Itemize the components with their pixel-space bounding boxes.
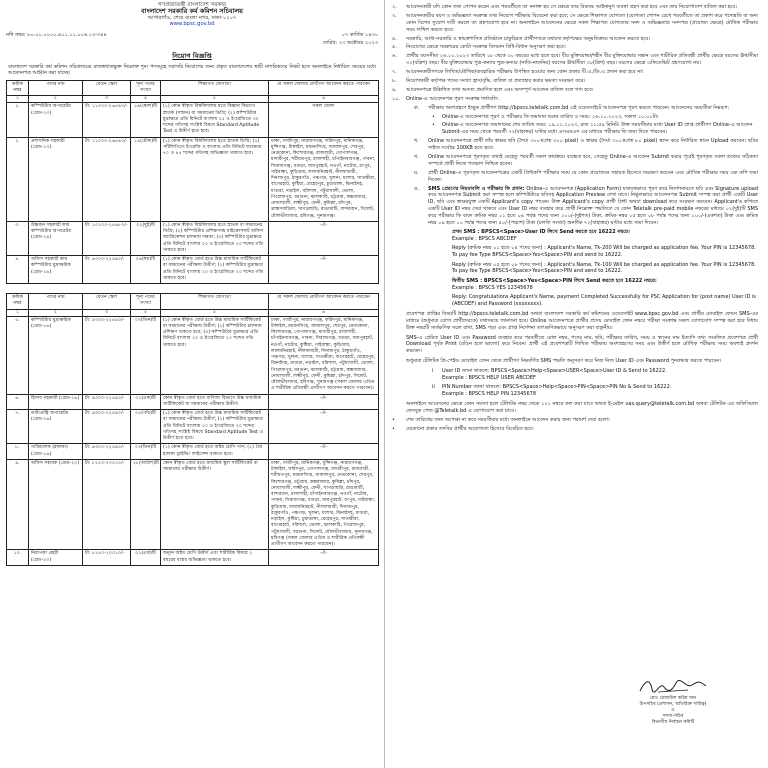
col-num: ৪	[131, 96, 161, 103]
row-scale: টা: ৯৩০০-২২৪৯০/-	[83, 394, 131, 410]
col-serial: ক্রমিক নম্বর	[7, 294, 29, 310]
date-gregorian: ২৩ অক্টোবর ২০২৩	[338, 39, 378, 46]
row-count: ০৩(তিন)টি	[131, 444, 161, 460]
col-post: পদের নাম	[29, 294, 83, 310]
row-districts: -ঐ-	[269, 394, 379, 410]
sms-block	[452, 229, 758, 243]
col-num: ২	[29, 309, 83, 316]
row-post: হিসাব সহকারী (গ্রেড-১৬)	[29, 394, 83, 410]
bullet-text: Online-এ আবেদনপত্র জমাদানের শেষ তারিখ সময়: ১৯.১১.২০২৩, রাত ১১:৫৯ মিনিট। উক্ত সময়সীমার মধ্যে User ID প্রাপ্ত প্রার্থীগণ Online-এ আবেদন Submit-এর সময় থেকে পরবর্তী ৭২(বাহাত্তর) ঘণ্টার মধ্যে এসএমএস এর মাধ্যমে পরীক্ষার ফি জমা দিতে পারবেন।	[442, 122, 753, 136]
table-row	[7, 137, 379, 221]
row-count: ০১(এক)টি	[131, 550, 161, 566]
table-header-row	[7, 80, 379, 96]
sub-number: ঙ.	[414, 185, 420, 192]
list-item	[392, 96, 758, 103]
row-scale: টা: ৯৩০০-২২৪৯০/-	[83, 410, 131, 444]
row-post: কম্পিউটার অপারেটর (গ্রেড-১৩)	[29, 103, 83, 137]
row-qualification: (১) কোন স্বীকৃত বোর্ড হতে উচ্চ মাধ্যমিক সার্টিফিকেট বা সমমানের পরীক্ষায় উত্তীর্ণ; (২) কম্পিউটার মুদ্রাক্ষরে প্রতি মিনিটে বাংলায় ২০ ও ইংরেজিতে ২০ শব্দের গতি থাকতে হবে।	[161, 256, 269, 284]
row-districts: ঢাকা, গাজীপুর, নারায়ণগঞ্জ, ফরিদপুর, মানিকগঞ্জ, টাঙ্গাইল, ময়মনসিংহ, জামালপুর, শেরপুর, নেত্রকোনা, কিশোরগঞ্জ, গোপালগঞ্জ, মাদারীপুর, রাজশাহী, চাঁপাইনবাবগঞ্জ, পাবনা, সিরাজগঞ্জ, বগুড়া, জয়পুরহাট, নওগাঁ, নাটোর, কুষ্টিয়া, গাইবান্ধা, কুড়িগ্রাম, লালমনিরহাট, নীলফামারী, দিনাজপুর, ঠাকুরগাঁও, পঞ্চগড়, খুলনা, যশোর, সাতক্ষীরা, বাগেরহাট, মেহেরপুর, ঝিনাইদহ, মাগুরা, নড়াইল, বরিশাল, পটুয়াখালী, ভোলা, পিরোজপুর, বরগুনা, ঝালকাঠি, চট্টগ্রাম, কক্সবাজার, নোয়াখালী, লক্ষ্মীপুর, ফেনী, কুমিল্লা, চাঁদপুর, সিলেট, মৌলভীবাজার, হবিগঞ্জ, সুনামগঞ্জ (সকল জেলার এতিম ও শারীরিক প্রতিবন্ধী প্রার্থীগণ আবেদন করতে পারবেন)।	[269, 316, 379, 394]
table-row	[7, 221, 379, 255]
sub-number: ক.	[414, 104, 420, 111]
sms-first-example: Example : BPSCS ABCDEF	[452, 235, 517, 242]
col-districts: যে সকল জেলার প্রার্থীগণ আবেদন করতে পারবেন	[269, 80, 379, 96]
row-post: গাড়িচালক (হালকা) (গ্রেড-১৬)	[29, 444, 83, 460]
item-number: ৪.	[392, 35, 397, 42]
sub-number: ঘ.	[414, 169, 419, 176]
table-row	[7, 459, 379, 550]
signatory-committee: বিভাগীয় নির্বাচন কমিটি	[651, 720, 695, 726]
column-number-row	[7, 309, 379, 316]
row-serial: ৮.	[7, 444, 29, 460]
roman-i: i	[432, 368, 434, 375]
item-number: ২.	[392, 4, 397, 10]
row-scale: টা: ৯৩০০-২২৪৯০/-	[83, 256, 131, 284]
terms-section	[384, 0, 768, 433]
list-item	[392, 53, 758, 67]
col-count: শূন্য পদের সংখ্যা	[131, 80, 161, 96]
row-qualification: (১) কোন স্বীকৃত বিশ্ববিদ্যালয় হতে বিজ্ঞান বিভাগে স্নাতক (সম্মান) বা সমমানের ডিগ্রি; (২) কম্পিউটার মুদ্রাক্ষরে প্রতি মিনিটে বাংলায় ২৫ ও ইংরেজিতে ৩০ শব্দের গতিসহ সংশ্লিষ্ট বিষয়ে Standard Aptitude Test এ উত্তীর্ণ হতে হবে।	[161, 103, 269, 137]
date-label: তারিখ:	[323, 39, 338, 46]
col-qualification: শিক্ষাগত যোগ্যতা	[161, 80, 269, 96]
signatory-designation: উপসচিব (প্রশাসন, অতিরিক্ত দায়িত্ব)	[639, 702, 707, 708]
sub-number: খ.	[414, 138, 419, 145]
notice-intro: বাংলাদেশ সরকারি কর্ম কমিশন সচিবালয়ের রাজস্বখাতভুক্ত নিম্নোক্ত শূন্য পদসমূহে সরাসরি নিয়োগের জন্য প্রকৃত বাংলাদেশের স্থায়ী নাগরিকদের নিকট হতে অনলাইনে নির্ধারিত সময়ের মধ্যে আবেদনপত্র আহ্বান করা যাচ্ছে।	[8, 63, 376, 77]
table-header-row	[7, 294, 379, 310]
sms-reply-1: Reply (ক্রমিক নম্বর ০১ হতে ০৪ পদের জন্য) : Applicant's Name, Tk-200 Will be charged as application fee. Your PIN is 12345678. To pay fee Type BPSCS<Space>Yes<Space>PIN and send to 16222.	[452, 244, 756, 258]
roman-ii: ii	[432, 383, 435, 390]
col-num: ৫	[161, 96, 269, 103]
list-item	[392, 44, 758, 51]
recovery-item	[432, 384, 758, 398]
download-paragraph: SMS-এ প্রেরিত User ID এবং Password ব্যবহার করে পরবর্তীতে রোল নম্বর, পদের নাম, ছবি, পরীক্ষার তারিখ, সময় ও স্থানের নাম ইত্যাদি তথ্য সংবলিত প্রবেশপত্র প্রার্থী Download পূর্বক Print (রঙিন হলে ভালো) করে নিবেন। প্রার্থী এই প্রবেশপত্রটি লিখিত পরীক্ষায় অংশগ্রহণের সময় এবং উত্তীর্ণ হলে মৌখিক পরীক্ষার সময় অবশ্যই প্রদর্শন করবেন।	[406, 334, 758, 355]
row-serial: ১০.	[7, 550, 29, 566]
row-post: উচ্চমান সহকারী কাম কম্পিউটার অপারেটর (গ্রেড-১৪)	[29, 221, 83, 255]
col-count: শূন্য পদের সংখ্যা	[131, 294, 161, 310]
row-post: ডাটাএন্ট্রি অপারেটর (গ্রেড-১৬)	[29, 410, 83, 444]
row-count: ০৬(ছয়)টি	[131, 256, 161, 284]
item-text: আবেদনপত্রে উল্লিখিত তথ্য অসত্য প্রমাণিত হলে এবং অসম্পূর্ণ আবেদন বাতিল বলে গণ্য হবে।	[406, 86, 594, 93]
row-post: অফিস সহকারী কাম কম্পিউটার মুদ্রাক্ষরিক (গ্রেড-১৬)	[29, 256, 83, 284]
row-qualification: কোন স্বীকৃত বোর্ড হতে বাণিজ্য বিভাগে উচ্চ মাধ্যমিক সার্টিফিকেট বা সমমানের পরীক্ষায় উত্তীর্ণ।	[161, 394, 269, 410]
bullet-icon: •	[432, 122, 435, 129]
recovery-userid: User ID জানা থাকলে: BPSCS<Space>Help<Space>USER<Space>User ID & Send to 16222.	[442, 368, 667, 375]
sub-item	[414, 154, 758, 168]
row-districts: -ঐ-	[269, 550, 379, 566]
row-count: ০৩(তিন)টি	[131, 316, 161, 394]
row-scale: টা: ৮২৫০-২০০১০/-	[83, 550, 131, 566]
row-qualification: (১) কোন স্বীকৃত বোর্ড হতে উচ্চ মাধ্যমিক সার্টিফিকেট বা সমমানের পরীক্ষায় উত্তীর্ণ; (২) কম্পিউটার চালনায় প্রশিক্ষণ থাকতে হবে; (৩) কম্পিউটার মুদ্রাক্ষরে প্রতি মিনিটে বাংলায় ২০ ও ইংরেজিতে ২০ শব্দের গতি থাকতে হবে।	[161, 316, 269, 394]
row-serial: ৭.	[7, 410, 29, 444]
sms-section-title: SMS প্রেরণের নিয়মাবলি ও পরীক্ষার ফি প্রদান:	[428, 185, 525, 192]
row-districts: -ঐ-	[269, 410, 379, 444]
row-count: ০২(দুই)টি	[131, 221, 161, 255]
sms-reply-3: Reply: Congratulations Applicant's Name, payment Completed Successfully for PSC Application for (post name) User ID is (ABCDEF) and Password (xxxxxxxx).	[452, 294, 756, 307]
item-number: ৩.	[392, 12, 397, 19]
col-serial: ক্রমিক নম্বর	[7, 80, 29, 96]
item-text: যেকোনো প্রকার তদবির প্রার্থীর অযোগ্যতা হিসেবে বিবেচিত হবে।	[406, 426, 534, 433]
signatory-role: সদস্য-সচিব	[662, 714, 684, 720]
row-scale: টা: ৯৩০০-২২৪৯০/-	[83, 316, 131, 394]
item-text: Online-এ আবেদনপত্র পূরণ সংক্রান্ত শর্তাবলি:	[406, 95, 499, 102]
col-num: ৫	[161, 309, 269, 316]
item-text: আবেদনকারী যদি কোন তথ্য গোপন করেন এবং পরবর্তীতে তা সনাক্ত হয় সে ক্ষেত্রে তার বিরুদ্ধে আইনানুগ ব্যবস্থা গ্রহণ করা হবে এবং তার নিয়োগাদেশ বাতিল করা হবে।	[406, 4, 737, 10]
list-item	[392, 13, 758, 34]
row-scale: টা: ৮২৫০-২০০১০/-	[83, 459, 131, 550]
row-scale: টা: ৯৩০০-২২৪৯০/-	[83, 444, 131, 460]
row-scale: টা: ১১০০০-২৬৫৯০/-	[83, 137, 131, 221]
row-count: ০৫(পাঁচ)টি	[131, 410, 161, 444]
reference-number: নথি নম্বর: ৮০.০০.০০০০.৪০১.১১.০০৬.১৩-৩৪৪	[6, 31, 107, 38]
sub-text: প্রার্থী Online-এ পূরণকৃত আবেদনপত্রের একটি প্রিন্টকপি পরীক্ষার সময় যে কোন প্রয়োজনে সহায়ক হিসেবে সংরক্ষণ করবেন এবং মৌখিক পরীক্ষার সময় এক কপি জমা দিবেন।	[428, 169, 758, 183]
bullet-item	[432, 114, 758, 121]
list-item	[392, 69, 758, 76]
table-row	[7, 394, 379, 410]
item-number: ৯.	[392, 86, 397, 93]
col-num: ৩	[83, 96, 131, 103]
col-num: ৬	[269, 309, 379, 316]
table-row	[7, 444, 379, 460]
item-text: নিয়োগের ক্ষেত্রে সরকারের কোটা সংক্রান্ত বিদ্যমান বিধি-বিধান অনুসরণ করা হবে।	[406, 44, 566, 51]
row-districts: -ঐ-	[269, 221, 379, 255]
sms-instructions: Online-এ আবেদনপত্র (Application Form) যথাযথভাবে পূরণ করে নির্দেশনামতে ছবি এবং Signature upload করে আবেদনপত্র Submit করা সম্পন্ন হলে কম্পিউটারে ছবিসহ Application Preview দেখা যাবে। নির্ভুলভাবে আবেদনপত্র Submit সম্পন্ন করা প্রার্থী একটি User ID, ছবি এবং স্বাক্ষরযুক্ত একটি Applicant's copy পাবেন। উক্ত Applicant's copy প্রার্থী প্রিন্ট অথবা download করে সংরক্ষণ করবেন। Applicant's কপিতে একটি User ID নম্বর দেয়া থাকবে এবং User ID নম্বর ব্যবহার করে প্রার্থী নিম্নোক্ত পদ্ধতিতে যে কোন Teletalk pre-paid mobile নম্বরের মাধ্যমে ০২(দুই)টি SMS করে পরীক্ষার ফি বাবদ ক্রমিক নম্বর ০১ হতে ০৪ পর্যন্ত পদের জন্য ২০০/-(দুইশত) টাকা, ক্রমিক নম্বর ০৫ হতে ০৮ পর্যন্ত পদের জন্য ১০০/-(একশত) টাকা এবং ক্রমিক নম্বর ০৯ হতে ১০ পর্যন্ত পদের জন্য ৫০/-(পঞ্চাশ) টাকা (চলতি সংখ্যা) অনধিক ৭২(বাহাত্তর) ঘণ্টার মধ্যে জমা দিবেন।	[428, 185, 759, 227]
sub-item	[414, 138, 758, 152]
row-districts: সকল জেলা	[269, 103, 379, 137]
item-number: ৬.	[392, 53, 397, 60]
column-number-row	[7, 96, 379, 103]
reference-row	[0, 28, 384, 48]
row-qualification: (১) কোন স্বীকৃত বোর্ড হতে অষ্টম শ্রেণি পাস; (২) বৈধ হালকা ড্রাইভিং লাইসেন্স থাকতে হবে।	[161, 444, 269, 460]
row-post: অফিস সহায়ক (গ্রেড-২০)	[29, 459, 83, 550]
row-post: প্রশাসনিক সহকারী (গ্রেড-১৩)	[29, 137, 83, 221]
sub-text: পরীক্ষায় অংশগ্রহণে ইচ্ছুক প্রার্থীগণ http://bpscs.teletalk.com.bd এই ওয়েবসাইটে আবেদনপত্র পূরণ করতে পারবেন। আবেদনের সময়সীমা নিম্নরূপ:	[428, 104, 730, 111]
row-districts: ঢাকা, গাজীপুর, নারায়ণগঞ্জ, ফরিদপুর, মানিকগঞ্জ, মুন্সিগঞ্জ, টাঙ্গাইল, ময়মনসিংহ, জামালপুর, শেরপুর, নেত্রকোনা, কিশোরগঞ্জ, রাজবাড়ী, গোপালগঞ্জ, মাদারীপুর, শরীয়তপুর, রাজশাহী, চাঁপাইনবাবগঞ্জ, পাবনা, সিরাজগঞ্জ, বগুড়া, জয়পুরহাট, নওগাঁ, নাটোর, রংপুর, গাইবান্ধা, কুড়িগ্রাম, লালমনিরহাট, নীলফামারী, দিনাজপুর, ঠাকুরগাঁও, পঞ্চগড়, খুলনা, যশোর, সাতক্ষীরা, বাগেরহাট, কুষ্টিয়া, মেহেরপুর, চুয়াডাঙ্গা, ঝিনাইদহ, মাগুরা, নড়াইল, বরিশাল, পটুয়াখালী, ভোলা, পিরোজপুর, বরগুনা, ঝালকাঠি, চট্টগ্রাম, কক্সবাজার, নোয়াখালী, লক্ষ্মীপুর, ফেনী, কুমিল্লা, চাঁদপুর, ব্রাহ্মণবাড়িয়া, খাগড়াছড়ি, রাঙামাটি, বান্দরবান, সিলেট, মৌলভীবাজার, হবিগঞ্জ, সুনামগঞ্জ।	[269, 137, 379, 221]
recovery-item	[432, 368, 758, 382]
recovery-text	[442, 368, 758, 382]
right-page	[384, 0, 768, 768]
bullet-item	[432, 122, 758, 136]
sub-text: Online আবেদনপত্রে পূরণকৃত তথ্যই যেহেতু পরবর্তী সকল কার্যক্রমে ব্যবহৃত হবে, সেহেতু Online-এ আবেদন Submit করার পূর্বেই পূরণকৃত সকল তথ্যের সঠিকতা সম্পর্কে প্রার্থী নিজে শতভাগ নিশ্চিত হবেন।	[428, 154, 758, 167]
bullet-text: Online-এ আবেদনপত্র পূরণ ও পরীক্ষার ফি জমাদান শুরুর তারিখ ও সময়: ২৬.১০.২০২৩, সকাল ১০:০০টা।	[442, 113, 659, 120]
posts-table-2	[6, 293, 379, 566]
row-qualification: (১) কোন স্বীকৃত বিশ্ববিদ্যালয় হতে স্নাতক ডিগ্রি; (২) সাঁটলিপিতে ইংরেজি ও বাংলায় প্রতি মিনিটে যথাক্রমে ৭০ ও ৪৫ শব্দের গতিসহ অভিজ্ঞতা থাকতে হবে।	[161, 137, 269, 221]
col-num: ৩	[83, 309, 131, 316]
item-text: নিয়োগকারী কর্তৃপক্ষ পদের সংখ্যা হ্রাস/বৃদ্ধি, বাতিল বা প্রত্যাহার করার ক্ষমতা সংরক্ষণ করে।	[406, 78, 586, 85]
row-districts: -ঐ-	[269, 256, 379, 284]
office-name: বাংলাদেশ সরকারি কর্ম কমিশন সচিবালয়	[141, 7, 243, 16]
recovery-text	[442, 384, 758, 398]
date-block	[323, 32, 378, 48]
row-districts: -ঐ-	[269, 444, 379, 460]
sms-reply-2: Reply (ক্রমিক নম্বর ০৫ হতে ০৮ পদের জন্য) : Applicant's Name, Tk-100 Will be charged as application fee. Your PIN is 12345678. To pay fee Type BPSCS<Space>Yes<Space>PIN and send to 16222.	[452, 261, 756, 275]
col-post: পদের নাম	[29, 80, 83, 96]
date-bangla: ০৭ কার্তিক ১৪৩০	[341, 31, 378, 38]
table-row	[7, 410, 379, 444]
item-number: ৫.	[392, 44, 397, 51]
item-text: আবেদনকারীগণকে লিখিত/মৌখিক/ব্যবহারিক পরীক্ষায় উপস্থিত হওয়ার জন্য কোন প্রকার টি.এ./ডি.এ প্রদান করা হবে না।	[406, 69, 644, 76]
col-scale: বেতন স্কেল	[83, 80, 131, 96]
list-item	[392, 36, 758, 43]
row-districts: ঢাকা, গাজীপুর, মানিকগঞ্জ, মুন্সিগঞ্জ, নারায়ণগঞ্জ, টাঙ্গাইল, ফরিদপুর, গোপালগঞ্জ, মাদারীপুর, রাজবাড়ী, শরীয়তপুর, ময়মনসিংহ, জামালপুর, নেত্রকোনা, শেরপুর, কিশোরগঞ্জ, চট্টগ্রাম, কক্সবাজার, কুমিল্লা, চাঁদপুর, নোয়াখালী, লক্ষ্মীপুর, ফেনী, খাগড়াছড়ি, রাঙামাটি, বান্দরবান, রাজশাহী, চাঁপাইনবাবগঞ্জ, নওগাঁ, নাটোর, পাবনা, সিরাজগঞ্জ, বগুড়া, জয়পুরহাট, রংপুর, গাইবান্ধা, কুড়িগ্রাম, লালমনিরহাট, নীলফামারী, দিনাজপুর, ঠাকুরগাঁও, পঞ্চগড়, খুলনা, যশোর, ঝিনাইদহ, মাগুরা, নড়াইল, কুষ্টিয়া, চুয়াডাঙ্গা, মেহেরপুর, সাতক্ষীরা, বাগেরহাট, বরিশাল, ভোলা, ঝালকাঠি, পিরোজপুর, পটুয়াখালী, বরগুনা, সিলেট, মৌলভীবাজার, সুনামগঞ্জ, হবিগঞ্জ (সকল জেলার এতিম ও শারীরিক প্রতিবন্ধী প্রার্থীগণ আবেদন করতে পারবেন)।	[269, 459, 379, 550]
sub-item	[414, 170, 758, 184]
col-qualification: শিক্ষাগত যোগ্যতা	[161, 294, 269, 310]
helpline-paragraph: অনলাইনে আবেদনের ক্ষেত্রে কোন সমস্যা হলে টেলিটক নম্বর থেকে ১২১ নম্বরে কল করা যাবে অথবা ই-মেইল vas.query@teletalk.com.bd অথবা টেলিটক এর অফিসিয়াল ফেসবুক পেজ @Teletalk.bd এ যোগাযোগ করা যাবে।	[406, 400, 758, 414]
notice-title: নিয়োগ বিজ্ঞপ্তি	[172, 51, 212, 60]
list-item	[392, 87, 758, 94]
signature-block	[630, 677, 716, 726]
list-item	[392, 426, 758, 433]
govt-name: গণপ্রজাতন্ত্রী বাংলাদেশ সরকার	[158, 2, 226, 8]
row-count: ১৬(ষোল)টি	[131, 103, 161, 137]
item-number: ৭.	[392, 69, 397, 76]
row-serial: ৬.	[7, 394, 29, 410]
row-post: নিরাপত্তা প্রহরী (গ্রেড-২০)	[29, 550, 83, 566]
row-scale: টা: ১১০০০-২৬৫৯০/-	[83, 103, 131, 137]
list-item	[392, 4, 758, 11]
item-bullet: •	[392, 417, 395, 424]
office-website-link[interactable]: www.bpsc.gov.bd	[169, 20, 215, 27]
row-qualification: কোন স্বীকৃত বোর্ড হতে মাধ্যমিক স্কুল সার্টিফিকেট বা সমমানের পরীক্ষায় উত্তীর্ণ।	[161, 459, 269, 550]
admit-card-paragraph: প্রবেশপত্র প্রাপ্তির বিষয়টি http://bpscs.teletalk.com.bd অথবা বাংলাদেশ সরকারি কর্ম কমিশনের ওয়েবসাইট www.bpsc.gov.bd এবং প্রার্থীর মোবাইল ফোনে SMS-এর মাধ্যমে (শুধুমাত্র যোগ্য প্রার্থীদেরকে) যথাসময়ে জানানো হবে। Online আবেদনপত্রে প্রার্থীর প্রদেয় মোবাইল ফোন নম্বরে পরীক্ষা সংক্রান্ত সকল যোগাযোগ সম্পন্ন করা হবে বিধায় উক্ত নম্বরটি সার্বক্ষণিক সচল রাখা, SMS পড়া এবং প্রাপ্ত নির্দেশনা তাৎক্ষণিকভাবে অনুসরণ করা বাঞ্ছনীয়।	[406, 310, 758, 331]
col-num: ১	[7, 96, 29, 103]
sms-first-command: প্রথম SMS : BPSCS<Space>User ID লিখে Send করতে হবে 16222 নম্বরে।	[452, 228, 630, 235]
row-serial: ৪.	[7, 256, 29, 284]
list-item	[392, 417, 758, 424]
sub-item	[414, 105, 758, 112]
recovery-paragraph: শুধুমাত্র টেলিটক প্রি-পেইড মোবাইল ফোন থেকে প্রার্থীগণ নিম্নবর্ণিত SMS পদ্ধতি অনুসরণ করে নিজ নিজ User ID এবং Password পুনরুদ্ধার করতে পারবেন।	[406, 358, 722, 365]
table-row	[7, 550, 379, 566]
col-num: ৬	[269, 96, 379, 103]
row-serial: ৯.	[7, 459, 29, 550]
signatory-conjunction: ও	[671, 708, 675, 714]
office-address: আগারগাঁও, শেরে বাংলা নগর, ঢাকা-১২০৭	[147, 14, 237, 21]
sms-block	[452, 278, 758, 292]
bullet-icon: •	[432, 113, 435, 120]
sub-number: গ.	[414, 154, 419, 161]
row-serial: ৫.	[7, 316, 29, 394]
row-serial: ৩.	[7, 221, 29, 255]
col-scale: বেতন স্কেল	[83, 294, 131, 310]
row-qualification: (১) কোন স্বীকৃত বিশ্ববিদ্যালয় হতে স্নাতক বা সমমানের ডিগ্রি; (২) কম্পিউটার প্রশিক্ষণসহ মাইক্রোসফট অফিস অ্যাপ্লিকেশন চালনায় দক্ষতা; (৩) কম্পিউটার মুদ্রাক্ষরে প্রতি মিনিটে বাংলায় ২০ ও ইংরেজিতে ২০ শব্দের গতি থাকতে হবে।	[161, 221, 269, 255]
item-number: ১০.	[392, 95, 401, 102]
item-bullet: •	[392, 426, 395, 433]
row-serial: ১.	[7, 103, 29, 137]
col-num: ২	[29, 96, 83, 103]
item-text: আবেদনকারীর বয়স ও অভিজ্ঞতা সংক্রান্ত তথ্য নিয়োগ পরীক্ষায় বিবেচনা করা হবে; সে ক্ষেত্রে শিক্ষাগত যোগ্যতা (যোগ্যতা গোপন রেখে পরবর্তীতে তা প্রকাশ করে পদোন্নতি বা অন্য কোন বিশেষ সুযোগ দাবী করলে তা গ্রহণযোগ্য হবে না। অনলাইনে আবেদনের ক্ষেত্রে সকল শিক্ষাগত যোগ্যতার সনদ ও অভিজ্ঞতার সনদপত্র (প্রযোজ্য ক্ষেত্রে) মৌখিক পরীক্ষার সময় দাখিল করতে হবে।	[406, 12, 758, 33]
sub-text: Online আবেদনপত্রে প্রার্থী তাঁর স্বাক্ষর ছবি (দৈর্ঘ্য ৩০০×প্রস্থ ৩০০ pixel) ও স্বাক্ষর (দৈর্ঘ্য ৩০০×প্রস্থ ৮০ pixel) স্ক্যান করে নির্ধারিত স্থানে Upload করবেন। ছবির সাইজ সর্বোচ্চ 100KB হতে হবে।	[428, 138, 758, 152]
row-scale: টা: ১০২০০-২৪৬৮০/-	[83, 221, 131, 255]
letterhead	[0, 0, 384, 28]
table-row	[7, 316, 379, 394]
sms-second-example: Example : BPSCS YES 12345678	[452, 285, 533, 292]
row-count: ২৮(আটাশ)টি	[131, 459, 161, 550]
recovery-userid-example: Example : BPSCS HELP USER ABCDEF	[442, 374, 536, 381]
row-count: ১৪(চৌদ্দ)টি	[131, 137, 161, 221]
row-count: ০১(এক)টি	[131, 394, 161, 410]
col-num: ১	[7, 309, 29, 316]
recovery-pin-example: Example : BPSCS HELP PIN 12345678	[442, 390, 537, 397]
sms-second-command: দ্বিতীয় SMS : BPSCS<Space>Yes<Space>PIN লিখে Send করতে হবে 16222 নম্বরে।	[452, 278, 657, 285]
posts-table-1	[6, 80, 379, 284]
col-districts: যে সকল জেলার প্রার্থীগণ আবেদন করতে পারবেন	[269, 294, 379, 310]
row-qualification: অন্যূন অষ্টম শ্রেণি উত্তীর্ণ এবং শারীরিক বিষয়ে ২ বছরের বাস্তব অভিজ্ঞতা থাকতে হবে।	[161, 550, 269, 566]
col-num: ৪	[131, 309, 161, 316]
item-text: শেষ তারিখের জন্য অপেক্ষা না করে সময়সীমার মধ্যে অনলাইনে আবেদন করার জন্য পরামর্শ দেয়া হলো।	[406, 417, 610, 424]
signature-icon	[638, 677, 708, 695]
row-serial: ২.	[7, 137, 29, 221]
recovery-pin: PIN Number জানা থাকলে: BPSCS<Space>Help<Space>PIN<Space>PIN No & Send to 16222.	[442, 383, 672, 390]
row-post: কম্পিউটার মুদ্রাক্ষরিক (গ্রেড-১৬)	[29, 316, 83, 394]
signatory-name: মোঃ রেজাউল করিম খান	[649, 696, 697, 702]
sub-text	[428, 186, 758, 227]
item-text: সরকারি, আধা-সরকারি ও স্বায়ত্তশাসিত প্রতিষ্ঠানে চাকুরিরত প্রার্থীগণকে যথাযথ কর্তৃপক্ষের অনুমতিক্রমে আবেদন করতে হবে।	[406, 35, 650, 42]
table-row	[7, 256, 379, 284]
item-number: ৮.	[392, 78, 397, 85]
table-row	[7, 103, 379, 137]
row-qualification: (১) কোন স্বীকৃত বোর্ড হতে উচ্চ মাধ্যমিক সার্টিফিকেট বা সমমানের পরীক্ষায় উত্তীর্ণ; (২) কম্পিউটার মুদ্রাক্ষরে প্রতি মিনিটে বাংলায় ২০ ও ইংরেজিতে ২০ শব্দের গতিসহ সংশ্লিষ্ট বিষয়ে Standard Aptitude Test এ উত্তীর্ণ হতে হবে।	[161, 410, 269, 444]
list-item	[392, 78, 758, 85]
sub-item	[414, 186, 758, 227]
item-text: প্রার্থীর বয়সসীমা ২৬.১০.২০২৩ তারিখে ১৮ থেকে ৩০ বছরের মধ্যে হতে হবে। বীর মুক্তিযোদ্ধা/শহীদ বীর মুক্তিযোদ্ধার সন্তান এবং শারীরিক প্রতিবন্ধী প্রার্থীর ক্ষেত্রে বয়সের ঊর্ধ্বসীমা ৩২(বত্রিশ) বছর। বীর মুক্তিযোদ্ধার পুত্র-কন্যার পুত্র-কন্যার (নাতি-নাতনির) বয়সের ঊর্ধ্বসীমা ৩০(ত্রিশ) বছর। বয়সের ক্ষেত্রে এফিডেভিট গ্রহণযোগ্য নয়।	[406, 53, 758, 67]
